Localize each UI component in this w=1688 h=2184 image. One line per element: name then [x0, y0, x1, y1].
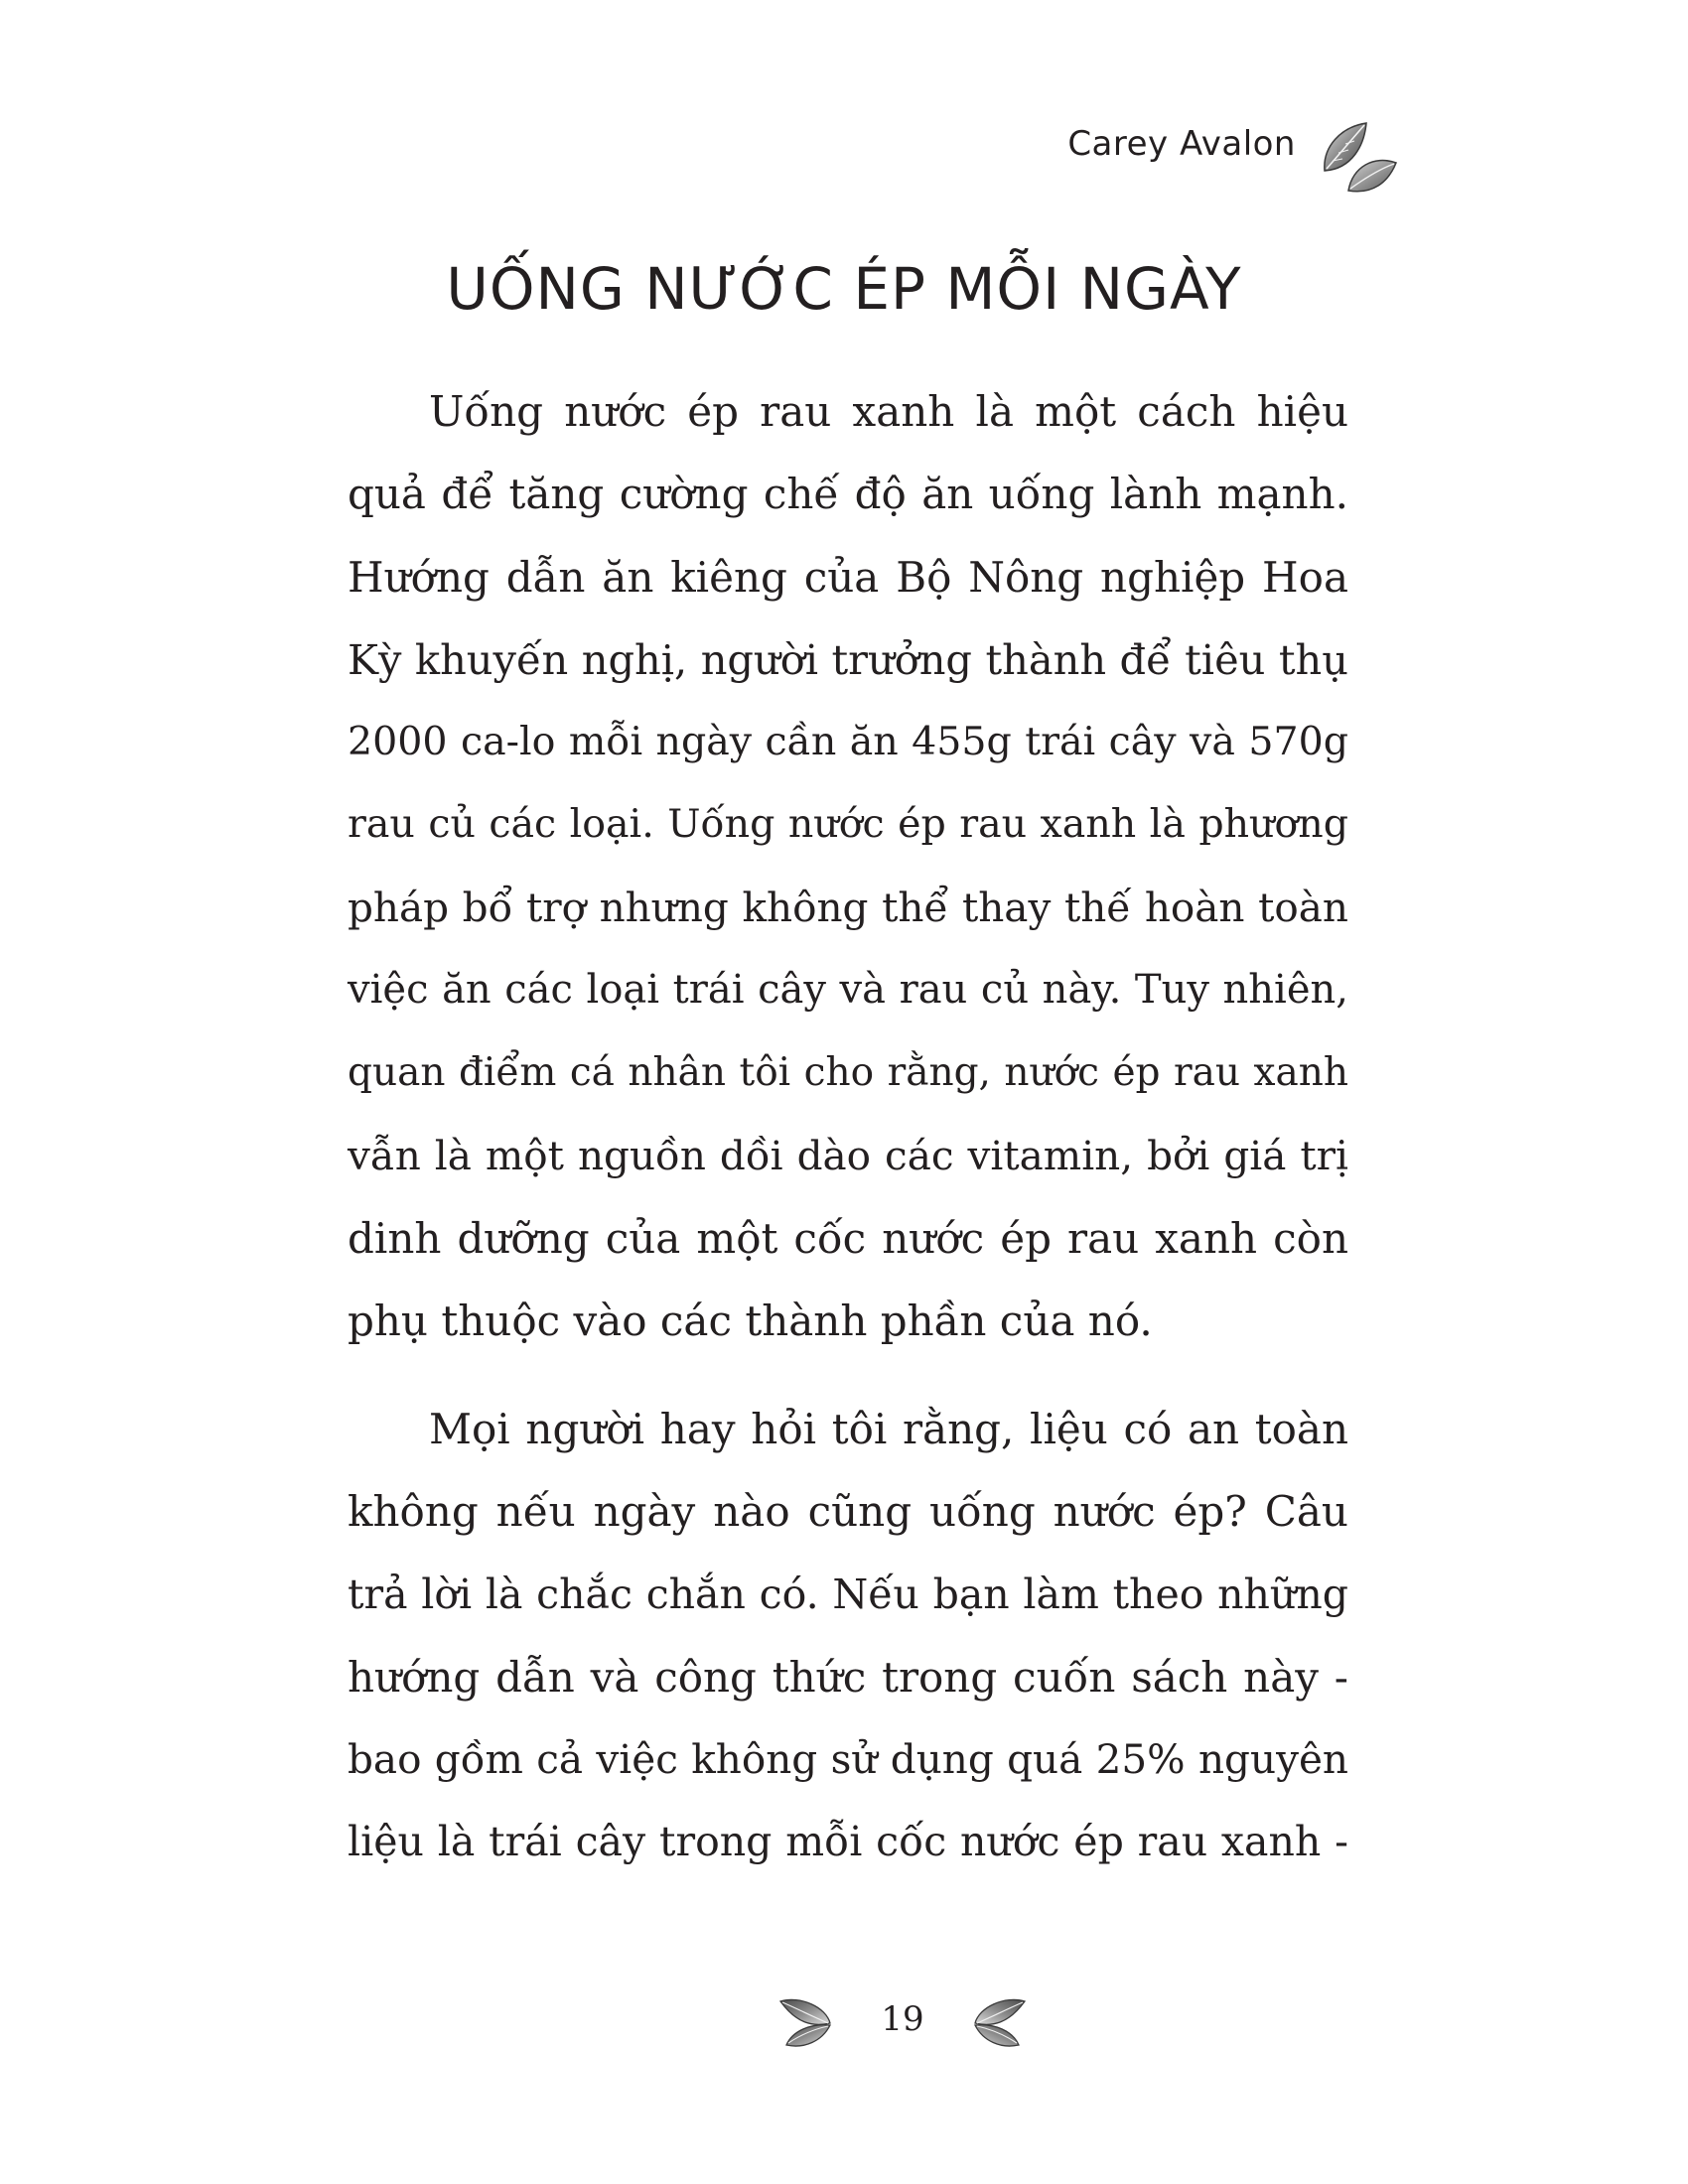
text-line: 2000 ca-lo mỗi ngày cần ăn 455g trái cây và 570g [348, 719, 1348, 765]
text-line: trả lời là chắc chắn có. Nếu bạn làm theo những [348, 1570, 1348, 1618]
text-line: Hướng dẫn ăn kiêng của Bộ Nông nghiệp Hoa [348, 552, 1348, 602]
text-line: phụ thuộc vào các thành phần của nó. [348, 1297, 1153, 1346]
leaf-icon [971, 1993, 1029, 2051]
text-line: Mọi người hay hỏi tôi rằng, liệu có an toàn [429, 1405, 1348, 1453]
text-line: vẫn là một nguồn dồi dào các vitamin, bởi giá trị [348, 1131, 1348, 1179]
text-line: Kỳ khuyến nghị, người trưởng thành để tiêu thụ [348, 634, 1348, 684]
text-line: việc ăn các loại trái cây và rau củ này. Tuy nhiên, [348, 967, 1348, 1014]
text-line: Uống nước ép rau xanh là một cách hiệu [429, 387, 1348, 436]
chapter-title: UỐNG NƯỚC ÉP MỖI NGÀY [446, 255, 1242, 323]
text-line: quan điểm cá nhân tôi cho rằng, nước ép rau xanh [348, 1050, 1348, 1096]
leaf-icon [1319, 117, 1400, 199]
text-line: không nếu ngày nào cũng uống nước ép? Câu [348, 1487, 1348, 1537]
text-line: liệu là trái cây trong mỗi cốc nước ép rau xanh - [348, 1818, 1348, 1866]
paragraph-1 [348, 370, 1348, 1363]
text-line: dinh dưỡng của một cốc nước ép rau xanh còn [348, 1213, 1348, 1263]
paragraph-2 [348, 1388, 1348, 1884]
leaf-icon [776, 1993, 834, 2051]
text-line: rau củ các loại. Uống nước ép rau xanh là phương [348, 801, 1348, 848]
text-line: pháp bổ trợ nhưng không thể thay thế hoàn toàn [348, 883, 1348, 931]
text-line: quả để tăng cường chế độ ăn uống lành mạnh. [348, 470, 1348, 519]
page-number: 19 [881, 1999, 924, 2039]
text-line: bao gồm cả việc không sử dụng quá 25% nguyên [348, 1735, 1348, 1784]
running-head-author: Carey Avalon [1067, 124, 1296, 164]
text-line: hướng dẫn và công thức trong cuốn sách này - [348, 1652, 1348, 1702]
